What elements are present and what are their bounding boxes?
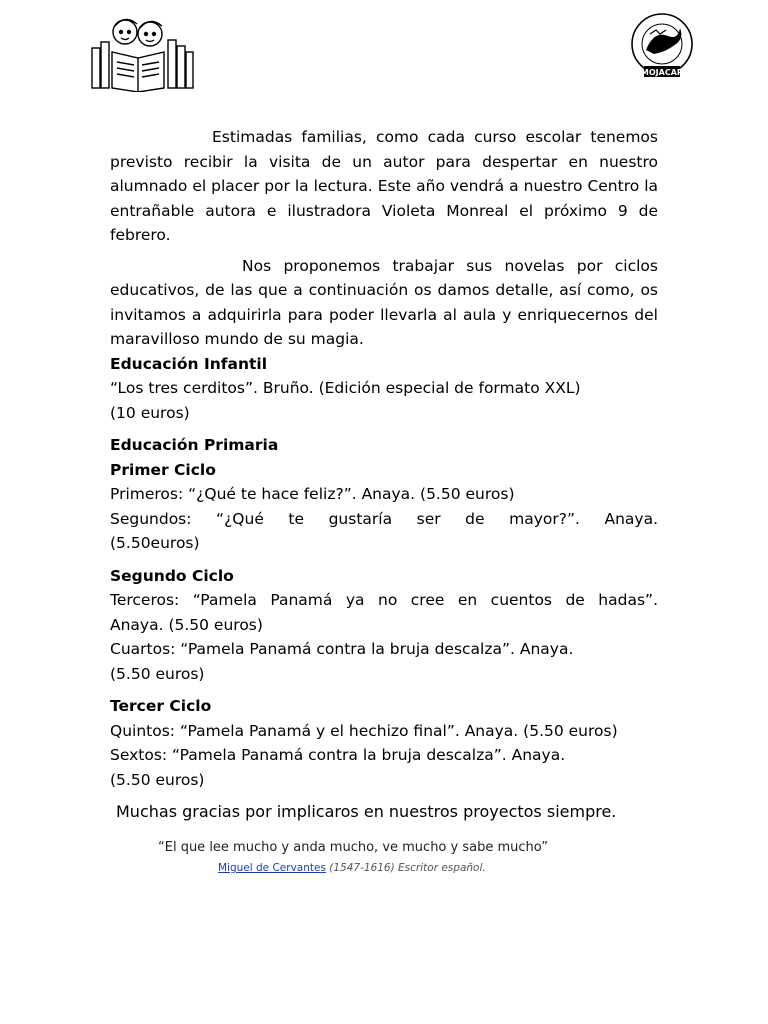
closing-thanks: Muchas gracias por implicaros en nuestros proyectos siempre. (116, 802, 617, 821)
heading-primer-ciclo: Primer Ciclo (110, 460, 216, 479)
quote-citation (218, 862, 486, 874)
kids-reading-logo (88, 12, 196, 92)
sextos-price: (5.50 euros) (110, 770, 205, 789)
author-link[interactable]: Miguel de Cervantes (218, 862, 326, 874)
heading-tercer-ciclo: Tercer Ciclo (110, 697, 212, 715)
svg-text:MOJACAR: MOJACAR (640, 68, 684, 77)
author-detail: (1547-1616) Escritor español. (329, 862, 486, 874)
cuartos-price: (5.50 euros) (110, 664, 205, 683)
heading-infantil: Educación Infantil (110, 354, 268, 373)
terceros-book: Terceros: “Pamela Panamá ya no cree en cuentos de hadas”. (110, 591, 658, 609)
heading-segundo-ciclo: Segundo Ciclo (110, 566, 234, 585)
heading-primaria: Educación Primaria (110, 436, 279, 454)
infantil-book: “Los tres cerditos”. Bruño. (Edición especial de formato XXL) (110, 379, 581, 397)
quintos-book: Quintos: “Pamela Panamá y el hechizo final”. Anaya. (5.50 euros) (110, 721, 618, 740)
letter-body (110, 125, 658, 792)
cervantes-quote: “El que lee mucho y anda mucho, ve mucho y sabe mucho” (158, 840, 548, 855)
sextos-book: Sextos: “Pamela Panamá contra la bruja descalza”. Anaya. (110, 746, 566, 764)
infantil-price: (10 euros) (110, 403, 190, 422)
primeros-book: Primeros: “¿Qué te hace feliz?”. Anaya. (5.50 euros) (110, 485, 515, 503)
proposal-paragraph: Nos proponemos trabajar sus novelas por ciclos educativos, de las que a continuación os damos detalle, así como, os invitamos a adquirirla para poder llevarla al aula y enriquecernos del maravilloso mundo de su magia. (110, 256, 658, 348)
cuartos-book: Cuartos: “Pamela Panamá contra la bruja descalza”. Anaya. (110, 640, 574, 658)
intro-paragraph: Estimadas familias, como cada curso escolar tenemos previsto recibir la visita de un autor para despertar en nuestro alumnado el placer por la lectura. Este año vendrá a nuestro Centro la entrañable autora e ilustradora Violeta Monreal el próximo 9 de febrero. (110, 128, 658, 244)
segundos-price: (5.50euros) (110, 534, 200, 552)
school-seal-logo (624, 12, 702, 80)
terceros-cont: Anaya. (5.50 euros) (110, 615, 263, 634)
segundos-book: Segundos: “¿Qué te gustaría ser de mayor?”. Anaya. (110, 509, 658, 528)
